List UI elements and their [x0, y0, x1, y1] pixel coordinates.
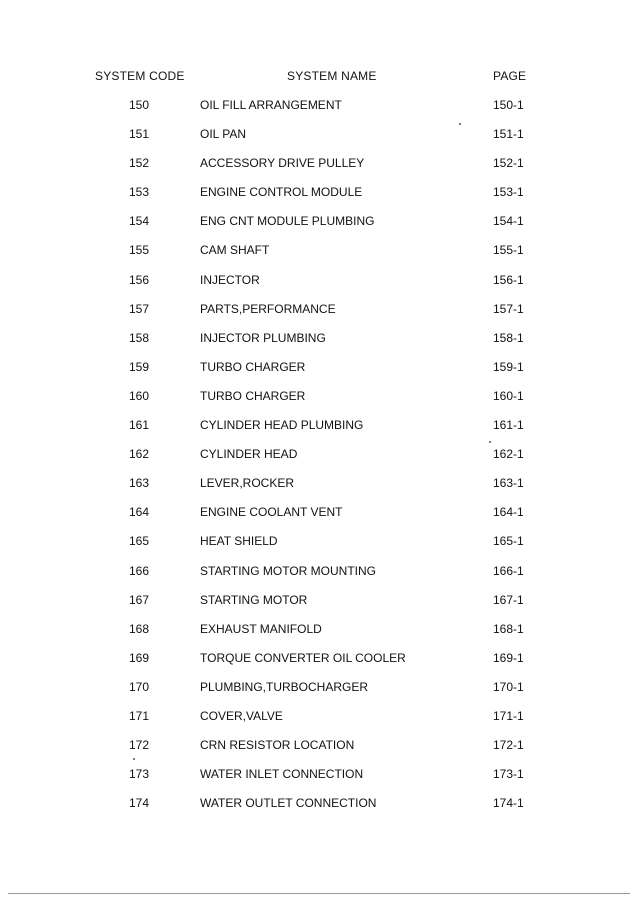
- system-name-cell: ACCESSORY DRIVE PULLEY: [200, 156, 365, 171]
- page-ref-cell: 155-1: [493, 243, 524, 258]
- system-code-cell: 160: [129, 388, 150, 403]
- column-header-page: PAGE: [493, 69, 527, 83]
- table-row: [0, 98, 638, 127]
- system-code-cell: 168: [129, 621, 150, 636]
- page-ref-cell: 169-1: [493, 650, 524, 665]
- table-row: [0, 564, 638, 593]
- system-code-cell: 165: [129, 534, 150, 549]
- system-code-cell: 167: [129, 592, 150, 607]
- system-name-cell: CAM SHAFT: [200, 243, 270, 258]
- page-ref-cell: 167-1: [493, 592, 524, 607]
- table-row: [0, 651, 638, 680]
- table-row: [0, 185, 638, 214]
- page-ref-cell: 159-1: [493, 359, 524, 374]
- page-ref-cell: 152-1: [493, 156, 524, 171]
- page-ref-cell: 172-1: [493, 738, 524, 753]
- page-ref-cell: 151-1: [493, 127, 524, 142]
- table-row: [0, 331, 638, 360]
- system-code-cell: 172: [129, 738, 150, 753]
- page-ref-cell: 166-1: [493, 563, 524, 578]
- system-code-cell: 173: [129, 767, 150, 782]
- page-ref-cell: 153-1: [493, 185, 524, 200]
- system-code-cell: 171: [129, 708, 150, 723]
- system-code-cell: 166: [129, 563, 150, 578]
- system-name-cell: CRN RESISTOR LOCATION: [200, 738, 355, 753]
- column-header-system-code: SYSTEM CODE: [95, 69, 185, 83]
- system-index-table: [0, 98, 638, 825]
- system-name-cell: TURBO CHARGER: [200, 388, 306, 403]
- table-row: [0, 389, 638, 418]
- system-name-cell: STARTING MOTOR: [200, 592, 308, 607]
- system-code-cell: 162: [129, 447, 150, 462]
- system-name-cell: ENGINE CONTROL MODULE: [200, 185, 363, 200]
- system-code-cell: 161: [129, 418, 150, 433]
- page-ref-cell: 158-1: [493, 330, 524, 345]
- system-code-cell: 163: [129, 476, 150, 491]
- system-name-cell: PARTS,PERFORMANCE: [200, 301, 336, 316]
- table-row: [0, 273, 638, 302]
- table-row: [0, 505, 638, 534]
- system-code-cell: 153: [129, 185, 150, 200]
- page-ref-cell: 156-1: [493, 272, 524, 287]
- page-ref-cell: 170-1: [493, 679, 524, 694]
- table-row: [0, 214, 638, 243]
- system-code-cell: 158: [129, 330, 150, 345]
- system-code-cell: 159: [129, 359, 150, 374]
- system-code-cell: 152: [129, 156, 150, 171]
- page-ref-cell: 163-1: [493, 476, 524, 491]
- system-code-cell: 170: [129, 679, 150, 694]
- system-name-cell: TURBO CHARGER: [200, 359, 306, 374]
- system-code-cell: 155: [129, 243, 150, 258]
- table-row: [0, 709, 638, 738]
- system-name-cell: EXHAUST MANIFOLD: [200, 621, 322, 636]
- page-ref-cell: 174-1: [493, 796, 524, 811]
- table-row: [0, 767, 638, 796]
- page-ref-cell: 171-1: [493, 708, 524, 723]
- table-row: [0, 796, 638, 825]
- system-code-cell: 157: [129, 301, 150, 316]
- scan-speck: [459, 123, 461, 125]
- table-row: [0, 243, 638, 272]
- system-name-cell: PLUMBING,TURBOCHARGER: [200, 679, 369, 694]
- system-code-cell: 151: [129, 127, 150, 142]
- page-ref-cell: 150-1: [493, 98, 524, 112]
- page-ref-cell: 157-1: [493, 301, 524, 316]
- table-row: [0, 127, 638, 156]
- table-row: [0, 302, 638, 331]
- table-row: [0, 476, 638, 505]
- scan-speck: [133, 758, 135, 760]
- table-row: [0, 418, 638, 447]
- system-name-cell: INJECTOR: [200, 272, 260, 287]
- system-code-cell: 169: [129, 650, 150, 665]
- column-header-system-name: SYSTEM NAME: [287, 69, 377, 83]
- system-name-cell: WATER INLET CONNECTION: [200, 767, 364, 782]
- page-ref-cell: 154-1: [493, 214, 524, 229]
- table-row: [0, 156, 638, 185]
- page-ref-cell: 168-1: [493, 621, 524, 636]
- page-bottom-rule: [8, 893, 630, 894]
- system-name-cell: ENGINE COOLANT VENT: [200, 505, 343, 520]
- system-name-cell: WATER OUTLET CONNECTION: [200, 796, 377, 811]
- system-code-cell: 156: [129, 272, 150, 287]
- table-row: [0, 680, 638, 709]
- system-name-cell: STARTING MOTOR MOUNTING: [200, 563, 376, 578]
- table-row: [0, 622, 638, 651]
- table-row: [0, 534, 638, 563]
- system-name-cell: ENG CNT MODULE PLUMBING: [200, 214, 375, 229]
- system-name-cell: OIL FILL ARRANGEMENT: [200, 98, 342, 112]
- page-ref-cell: 164-1: [493, 505, 524, 520]
- system-name-cell: OIL PAN: [200, 127, 247, 142]
- table-row: [0, 360, 638, 389]
- scan-speck: [489, 441, 491, 443]
- system-name-cell: INJECTOR PLUMBING: [200, 330, 326, 345]
- page-ref-cell: 160-1: [493, 388, 524, 403]
- table-row: [0, 447, 638, 476]
- page-ref-cell: 165-1: [493, 534, 524, 549]
- system-name-cell: HEAT SHIELD: [200, 534, 278, 549]
- page-ref-cell: 161-1: [493, 418, 524, 433]
- system-name-cell: TORQUE CONVERTER OIL COOLER: [200, 650, 406, 665]
- system-name-cell: CYLINDER HEAD PLUMBING: [200, 418, 364, 433]
- system-name-cell: COVER,VALVE: [200, 708, 283, 723]
- page-ref-cell: 173-1: [493, 767, 524, 782]
- system-code-cell: 154: [129, 214, 150, 229]
- system-name-cell: CYLINDER HEAD: [200, 447, 298, 462]
- system-code-cell: 164: [129, 505, 150, 520]
- page-ref-cell: 162-1: [493, 447, 524, 462]
- system-code-cell: 174: [129, 796, 150, 811]
- table-row: [0, 738, 638, 767]
- table-row: [0, 593, 638, 622]
- system-code-cell: 150: [129, 98, 150, 112]
- system-name-cell: LEVER,ROCKER: [200, 476, 295, 491]
